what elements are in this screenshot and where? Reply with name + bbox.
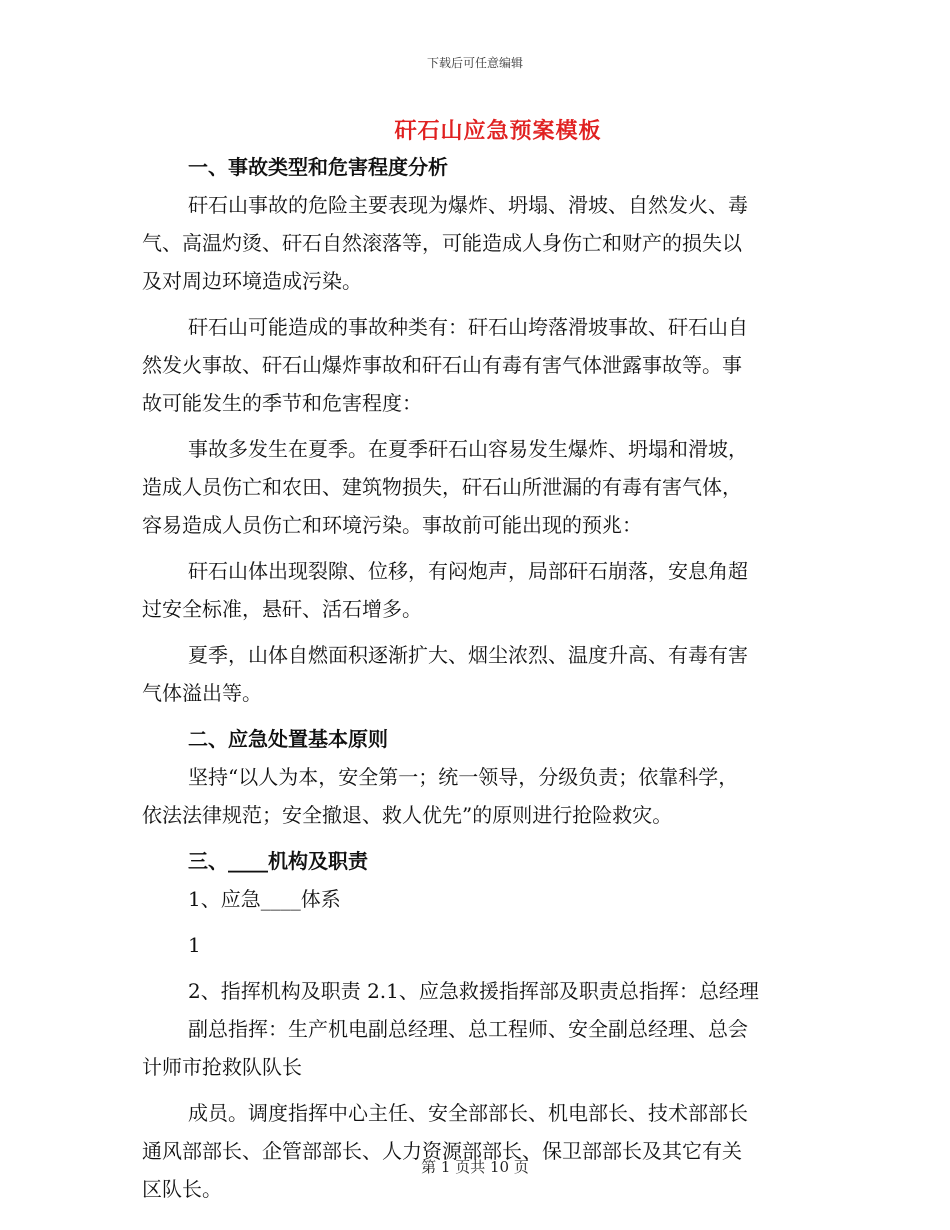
paragraph-gap [142,1086,802,1094]
paragraph-gap [142,422,802,430]
body-text-line: 2、指挥机构及职责 2.1、应急救援指挥部及职责总指挥：总经理 [188,979,759,1003]
body-text-line: 矸石山事故的危险主要表现为爆炸、坍塌、滑坡、自然发火、毒 [188,193,748,217]
page-number: 第 1 页共 10 页 [421,1158,529,1176]
section-heading: 一、事故类型和危害程度分析 [188,155,448,179]
paragraph-gap [142,712,802,720]
body-text-line: 事故多发生在夏季。在夏季矸石山容易发生爆炸、坍塌和滑坡， [188,437,748,461]
body-text-line: 副总指挥：生产机电副总经理、总工程师、安全副总经理、总会 [188,1017,748,1041]
paragraph-gap [142,300,802,308]
paragraph-gap [142,834,802,842]
body-text-line: 依法法律规范；安全撤退、救人优先”的原则进行抢险救灾。 [142,803,673,827]
body-text-line: 1 [188,933,201,957]
body-text-line: 造成人员伤亡和农田、建筑物损失，矸石山所泄漏的有毒有害气体， [142,475,742,499]
paragraph-gap [142,628,802,636]
body-text-line: 容易造成人员伤亡和环境污染。事故前可能出现的预兆： [142,513,642,537]
body-text-line: 气、高温灼烫、矸石自然滚落等，可能造成人身伤亡和财产的损失以 [142,231,742,255]
paragraph-gap [142,964,802,972]
body-text-line: 然发火事故、矸石山爆炸事故和矸石山有毒有害气体泄露事故等。事 [142,353,742,377]
body-text-line: 成员。调度指挥中心主任、安全部部长、机电部长、技术部部长 [188,1101,748,1125]
paragraph-gap [142,544,802,552]
body-text-line: 气体溢出等。 [142,681,262,705]
body-text-line: 通风部部长、企管部部长、人力资源部部长、保卫部部长及其它有关 [142,1139,742,1163]
body-text-line: 1、应急____体系 [188,887,341,911]
body-text-line: 矸石山可能造成的事故种类有：矸石山垮落滑坡事故、矸石山自 [188,315,748,339]
section-heading: 二、应急处置基本原则 [188,727,388,751]
document-body [142,148,802,1208]
paragraph-gap [142,918,802,926]
body-text-line: 故可能发生的季节和危害程度： [142,391,422,415]
body-text-line: 夏季，山体自燃面积逐渐扩大、烟尘浓烈、温度升高、有毒有害 [188,643,748,667]
header-note: 下载后可任意编辑 [426,56,523,70]
body-text-line: 坚持“以人为本，安全第一；统一领导，分级负责；依靠科学， [188,765,739,789]
body-text-line: 计师市抢救队队长 [142,1055,302,1079]
body-text-line: 矸石山体出现裂隙、位移，有闷炮声，局部矸石崩落，安息角超 [188,559,748,583]
section-heading: 三、____机构及职责 [188,849,368,873]
body-text-line: 及对周边环境造成污染。 [142,269,362,293]
body-text-line: 区队长。 [142,1177,222,1201]
body-text-line: 过安全标准，悬矸、活石增多。 [142,597,422,621]
document-title: 矸石山应急预案模板 [394,118,602,144]
